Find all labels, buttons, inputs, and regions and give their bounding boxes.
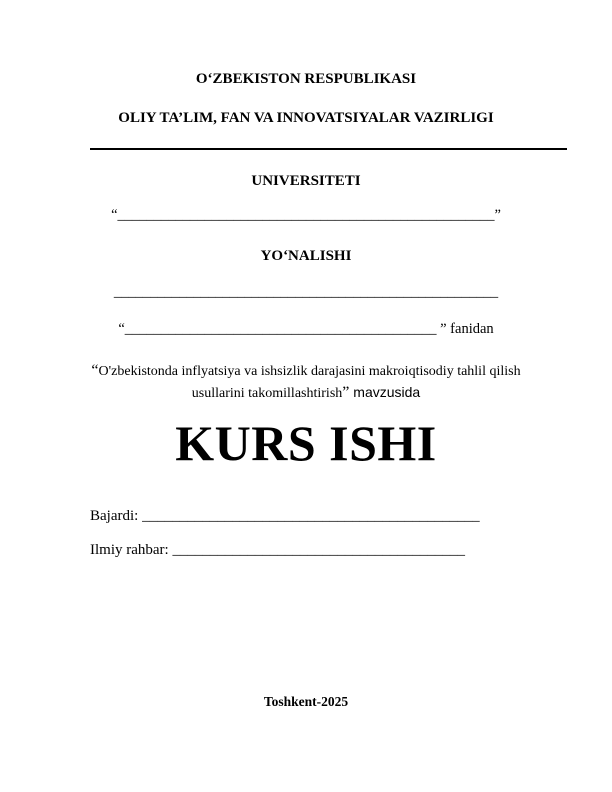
ministry-name-heading: OLIY TA’LIM, FAN VA INNOVATSIYALAR VAZIRLIGI	[118, 110, 494, 126]
document-title: KURS ISHI	[175, 415, 437, 471]
city-year-footer: Toshkent-2025	[263, 694, 349, 709]
direction-label: YO‘NALISHI	[260, 248, 352, 264]
university-blank: “____________________________________________________”	[111, 207, 501, 223]
subject-blank: “___________________________________________ ” fanidan	[118, 321, 494, 337]
topic-line1: O'zbekistonda inflyatsiya va ishsizlik darajasini makroiqtisodiy tahlil qilish	[98, 364, 521, 379]
topic-open-quote: “	[91, 362, 99, 379]
topic-suffix: mavzusida	[349, 384, 421, 400]
topic-close-quote: ”	[342, 384, 350, 401]
header-divider	[90, 148, 567, 150]
ministry-country-heading: O‘ZBEKISTON RESPUBLIKASI	[195, 71, 417, 87]
bajardi-field: Bajardi: _____________________________________________	[90, 508, 480, 524]
topic-text	[0, 360, 612, 404]
topic-line2: usullarini takomillashtirish	[191, 386, 343, 401]
university-label: UNIVERSITETI	[251, 173, 361, 189]
ilmiy-rahbar-field: Ilmiy rahbar: _______________________________________	[90, 542, 465, 558]
direction-blank: _____________________________________________________	[113, 284, 499, 300]
